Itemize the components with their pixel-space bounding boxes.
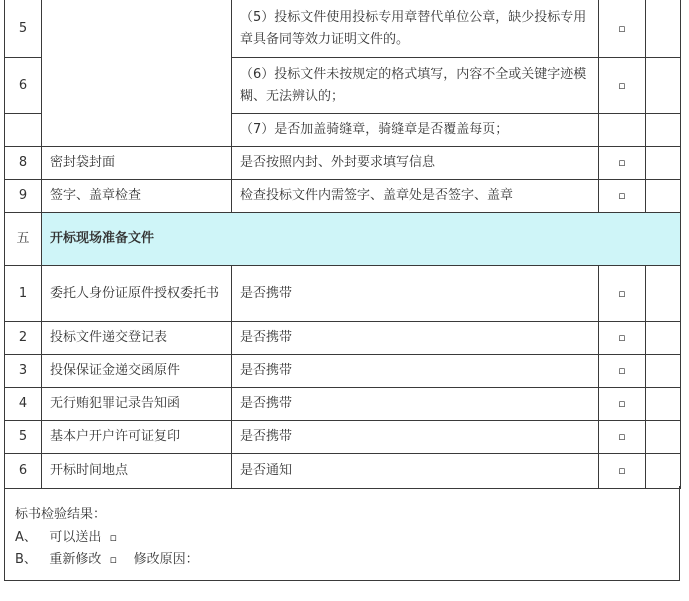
- section-number: 五: [5, 213, 42, 266]
- checkbox[interactable]: ▫: [599, 421, 646, 454]
- table-row: [5, 266, 681, 322]
- row-number: 6: [5, 454, 42, 489]
- option-a-label: 可以送出: [49, 530, 102, 545]
- row-number: 3: [5, 355, 42, 388]
- section-title: 开标现场准备文件: [42, 213, 681, 266]
- option-a: [15, 526, 117, 545]
- remark-cell: [646, 454, 681, 489]
- item-name: 投保保证金递交函原件: [42, 355, 232, 388]
- item-name: 基本户开户许可证复印: [42, 421, 232, 454]
- option-b-label: 重新修改: [49, 552, 102, 567]
- row-number: 9: [5, 180, 42, 213]
- checkbox[interactable]: ▫: [599, 0, 646, 58]
- item-name: 委托人身份证原件授权委托书: [42, 266, 232, 322]
- check-content: 是否携带: [232, 322, 599, 355]
- check-content: 是否按照内封、外封要求填写信息: [232, 147, 599, 180]
- option-b-prefix: B、: [15, 552, 37, 567]
- table-row: [5, 0, 681, 58]
- option-a-prefix: A、: [15, 530, 37, 545]
- result-label: 标书检验结果：: [15, 507, 107, 522]
- checkbox[interactable]: ▫: [599, 355, 646, 388]
- item-name: 无行贿犯罪记录告知函: [42, 388, 232, 421]
- item-name: 密封袋封面: [42, 147, 232, 180]
- row-number: 4: [5, 388, 42, 421]
- check-content: 是否携带: [232, 388, 599, 421]
- checkbox[interactable]: ▫: [599, 180, 646, 213]
- checkbox[interactable]: ▫: [599, 388, 646, 421]
- table-row: [5, 322, 681, 355]
- remark-cell: [646, 58, 681, 114]
- remark-cell: [646, 114, 681, 147]
- check-content: 检查投标文件内需签字、盖章处是否签字、盖章: [232, 180, 599, 213]
- row-number: 5: [5, 421, 42, 454]
- table-row: [5, 355, 681, 388]
- checkbox[interactable]: ▫: [599, 322, 646, 355]
- remark-cell: [646, 266, 681, 322]
- remark-cell: [646, 421, 681, 454]
- option-b-checkbox[interactable]: ▫: [109, 553, 118, 566]
- check-content: 是否携带: [232, 421, 599, 454]
- table-row: [5, 388, 681, 421]
- remark-cell: [646, 355, 681, 388]
- table-row: [5, 147, 681, 180]
- remark-cell: [646, 180, 681, 213]
- item-name: 签字、盖章检查: [42, 180, 232, 213]
- item-cell-merged: [42, 0, 232, 147]
- row-number: 1: [5, 266, 42, 322]
- check-content: （5）投标文件使用投标专用章替代单位公章，缺少投标专用章具备同等效力证明文件的。: [232, 0, 599, 58]
- inspection-result-box: [4, 486, 680, 581]
- option-b: [15, 548, 199, 567]
- check-content: 是否通知: [232, 454, 599, 489]
- check-content: （7）是否加盖骑缝章，骑缝章是否覆盖每页；: [232, 114, 599, 147]
- item-name: 投标文件递交登记表: [42, 322, 232, 355]
- option-a-checkbox[interactable]: ▫: [109, 531, 118, 544]
- table-row: [5, 180, 681, 213]
- checklist-table: [4, 0, 681, 489]
- section-header-row: [5, 213, 681, 266]
- checkbox[interactable]: [599, 114, 646, 147]
- checkbox[interactable]: ▫: [599, 454, 646, 489]
- remark-cell: [646, 388, 681, 421]
- checkbox[interactable]: ▫: [599, 58, 646, 114]
- table-row: [5, 421, 681, 454]
- remark-cell: [646, 0, 681, 58]
- reason-label: 修改原因：: [133, 552, 199, 567]
- row-number: 5: [5, 0, 42, 58]
- row-number: 2: [5, 322, 42, 355]
- check-content: 是否携带: [232, 355, 599, 388]
- table-row: [5, 454, 681, 489]
- checkbox[interactable]: ▫: [599, 266, 646, 322]
- check-content: （6）投标文件未按规定的格式填写，内容不全或关键字迹模糊、无法辨认的；: [232, 58, 599, 114]
- remark-cell: [646, 147, 681, 180]
- row-number: [5, 114, 42, 147]
- check-content: 是否携带: [232, 266, 599, 322]
- row-number: 8: [5, 147, 42, 180]
- item-name: 开标时间地点: [42, 454, 232, 489]
- remark-cell: [646, 322, 681, 355]
- row-number: 6: [5, 58, 42, 114]
- checkbox[interactable]: ▫: [599, 147, 646, 180]
